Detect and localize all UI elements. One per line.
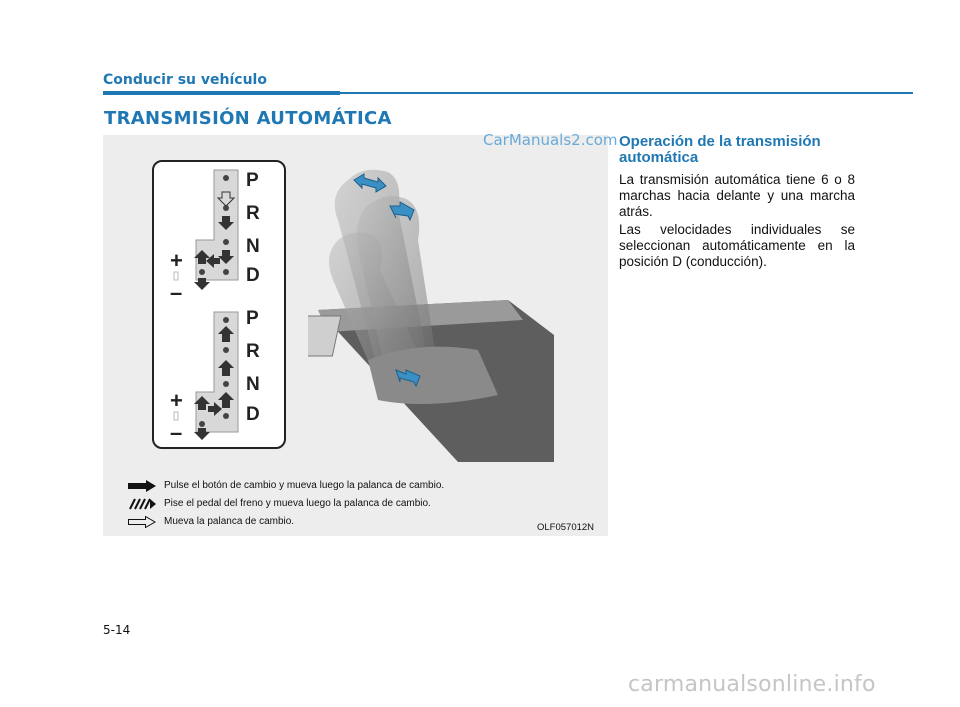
gear-d-lower: D bbox=[246, 404, 260, 425]
watermark-bottom[interactable]: carmanualsonline.info bbox=[628, 672, 876, 697]
paragraph: La transmisión automática tiene 6 o 8 marchas hacia delante y una marcha atrás. bbox=[619, 172, 855, 219]
header-rule-bold bbox=[103, 91, 340, 95]
page-number: 5-14 bbox=[103, 623, 131, 637]
gear-r-lower: R bbox=[246, 341, 260, 362]
plus-lower: + bbox=[170, 388, 183, 413]
gear-n-lower: N bbox=[246, 374, 260, 395]
legend-row bbox=[128, 496, 548, 513]
gear-p-lower: P bbox=[246, 308, 259, 329]
legend-row bbox=[128, 478, 548, 495]
paragraph: Las velocidades individuales se seleccionan automáticamente en la posición D (conducción). bbox=[619, 222, 855, 269]
shift-pattern-diagram bbox=[152, 160, 286, 449]
figure-legend bbox=[128, 478, 548, 532]
subheading: Operación de la transmisión automática bbox=[619, 133, 821, 166]
minus-lower: – bbox=[170, 420, 183, 445]
gear-d-upper: D bbox=[246, 265, 260, 286]
gear-lever-illustration bbox=[308, 160, 554, 462]
legend-row bbox=[128, 514, 548, 531]
chapter-heading: TRANSMISIÓN AUTOMÁTICA bbox=[104, 108, 392, 129]
figure-code: OLF057012N bbox=[537, 522, 595, 533]
plus-upper: + bbox=[170, 248, 183, 273]
gear-n-upper: N bbox=[246, 236, 260, 257]
outline-arrow-icon bbox=[128, 516, 156, 528]
gear-r-upper: R bbox=[246, 203, 260, 224]
legend-text: Mueva la palanca de cambio. bbox=[164, 516, 295, 527]
solid-arrow-icon bbox=[128, 480, 156, 492]
watermark-top[interactable]: CarManuals2.com bbox=[483, 131, 618, 149]
legend-text: Pise el pedal del freno y mueva luego la palanca de cambio. bbox=[164, 498, 431, 509]
section-title: Conducir su vehículo bbox=[103, 72, 267, 88]
minus-upper: – bbox=[170, 280, 183, 305]
legend-text: Pulse el botón de cambio y mueva luego la palanca de cambio. bbox=[164, 480, 445, 491]
gear-p-upper: P bbox=[246, 170, 259, 191]
striped-arrow-icon bbox=[128, 498, 156, 510]
header-rule-thin bbox=[340, 92, 913, 94]
